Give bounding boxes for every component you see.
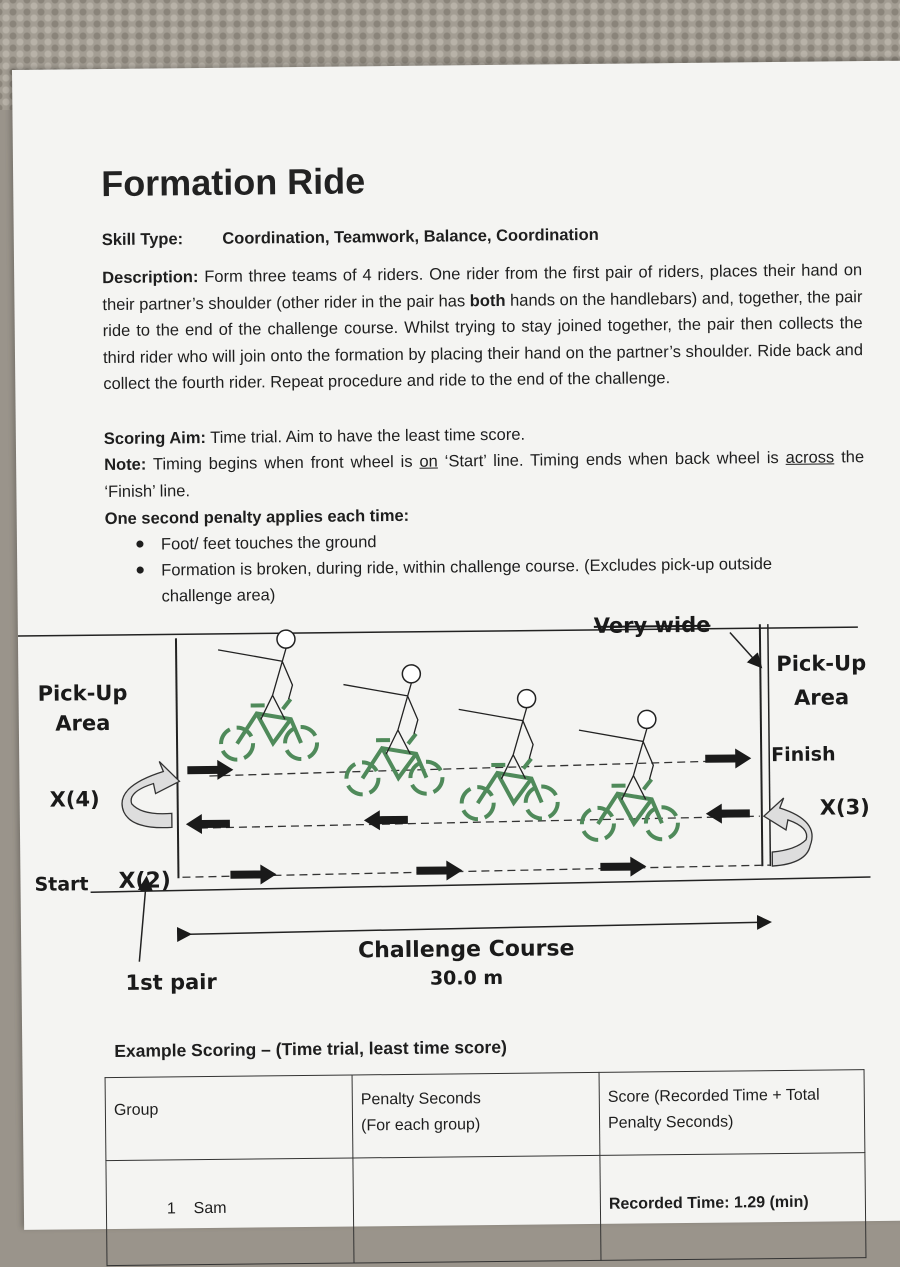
skill-type-value: Coordination, Teamwork, Balance, Coordination bbox=[222, 225, 599, 248]
skill-type-label: Skill Type: bbox=[101, 230, 184, 250]
bullet-dot: ● bbox=[134, 534, 146, 553]
scoring-aim-text: Time trial. Aim to have the least time score. bbox=[205, 425, 526, 447]
arrows-lane-3 bbox=[230, 856, 646, 884]
example-scoring-title: Example Scoring – (Time trial, least time score) bbox=[114, 1036, 507, 1061]
x4-label: X(4) bbox=[49, 787, 100, 812]
rider-2 bbox=[343, 665, 442, 795]
very-wide-label: Very wide bbox=[593, 612, 711, 638]
example-scoring-table bbox=[105, 1069, 867, 1266]
rider-head bbox=[638, 710, 656, 728]
description-bold: both bbox=[469, 291, 506, 310]
pickup-left-label-1: Pick-Up bbox=[37, 680, 128, 706]
header-group: Group bbox=[105, 1075, 353, 1161]
course-label: Challenge Course bbox=[357, 936, 575, 964]
note-text-2: ‘Start’ line. Timing ends when back wheel is bbox=[437, 448, 786, 471]
course-diagram bbox=[18, 609, 900, 998]
note-underline-on: on bbox=[419, 452, 438, 471]
header-score: Score (Recorded Time + Total Penalty Seconds) bbox=[599, 1070, 865, 1156]
scoring-aim-label: Scoring Aim: bbox=[103, 428, 207, 449]
rider-body bbox=[343, 683, 418, 755]
penalty-heading: One second penalty applies each time: bbox=[104, 506, 410, 529]
table-header-row bbox=[105, 1070, 865, 1161]
bike-frame bbox=[237, 699, 301, 744]
table-row bbox=[106, 1153, 866, 1266]
pickup-right-label-2: Area bbox=[793, 685, 850, 710]
row1-score: Recorded Time: 1.29 (min) bbox=[600, 1153, 866, 1261]
row1-group: 1 Sam bbox=[106, 1158, 354, 1266]
note-text-3: the ‘Finish’ line. bbox=[104, 448, 865, 501]
start-vertical-line bbox=[176, 638, 179, 878]
note-paragraph bbox=[104, 444, 865, 505]
bullet-dot: ● bbox=[135, 560, 146, 579]
description-paragraph bbox=[102, 257, 863, 397]
header-penalty: Penalty Seconds (For each group) bbox=[352, 1072, 600, 1158]
note-text-1: Timing begins when front wheel is bbox=[146, 452, 420, 474]
bottom-boundary-line bbox=[91, 877, 871, 892]
lane-dashed-1 bbox=[209, 760, 739, 776]
rider-3 bbox=[459, 689, 558, 819]
rider-1 bbox=[218, 630, 317, 760]
row1-penalty bbox=[353, 1155, 601, 1263]
curved-arrow-left bbox=[122, 761, 180, 828]
first-pair-label: 1st pair bbox=[125, 969, 217, 995]
x2-label: X(2) bbox=[118, 868, 172, 894]
skill-type-row bbox=[102, 226, 599, 250]
rider-4 bbox=[579, 710, 678, 840]
course-length-arrow bbox=[189, 922, 769, 934]
rider-head bbox=[402, 665, 420, 683]
arrows-lane-1 bbox=[187, 748, 751, 780]
bike-frame bbox=[597, 779, 661, 824]
pickup-right-label-1: Pick-Up bbox=[776, 651, 867, 677]
description-text-2: hands on the handlebars) and, together, the pair ride to the end of the challenge course. Whilst trying to stay joined together, the pair then collects the third rider who will join onto the formation by placing their hand on the partner’s shoulder. Ride back and collect the fourth rider. Repeat procedure and ride to the end of the challenge. bbox=[102, 287, 864, 394]
x3-label: X(3) bbox=[819, 795, 870, 820]
penalty-bullet-2: Formation is broken, during ride, within challenge course. (Excludes pick-up outside challenge area) bbox=[161, 555, 773, 606]
start-label: Start bbox=[34, 873, 89, 896]
description-label: Description: bbox=[102, 268, 199, 288]
bike-frame bbox=[477, 758, 541, 803]
penalty-bullet-1: Foot/ feet touches the ground bbox=[160, 533, 377, 554]
rider-body bbox=[218, 648, 293, 720]
note-label: Note: bbox=[104, 455, 147, 475]
rider-head bbox=[277, 630, 295, 648]
paper-sheet bbox=[12, 61, 900, 1230]
description-text-1: Form three teams of 4 riders. One rider from the first pair of riders, places their hand on their partner’s shoulder (other rider in the pair has bbox=[102, 261, 863, 314]
note-underline-across: across bbox=[785, 448, 835, 467]
finish-label: Finish bbox=[771, 743, 836, 767]
course-length-label: 30.0 m bbox=[429, 966, 504, 990]
very-wide-pointer bbox=[730, 632, 760, 666]
riders-group bbox=[218, 626, 678, 844]
bike-wheel bbox=[285, 727, 317, 759]
page-title: Formation Ride bbox=[100, 160, 366, 205]
finish-vertical-line bbox=[760, 624, 763, 866]
pickup-left-label-2: Area bbox=[55, 711, 111, 736]
rider-head bbox=[518, 690, 536, 708]
